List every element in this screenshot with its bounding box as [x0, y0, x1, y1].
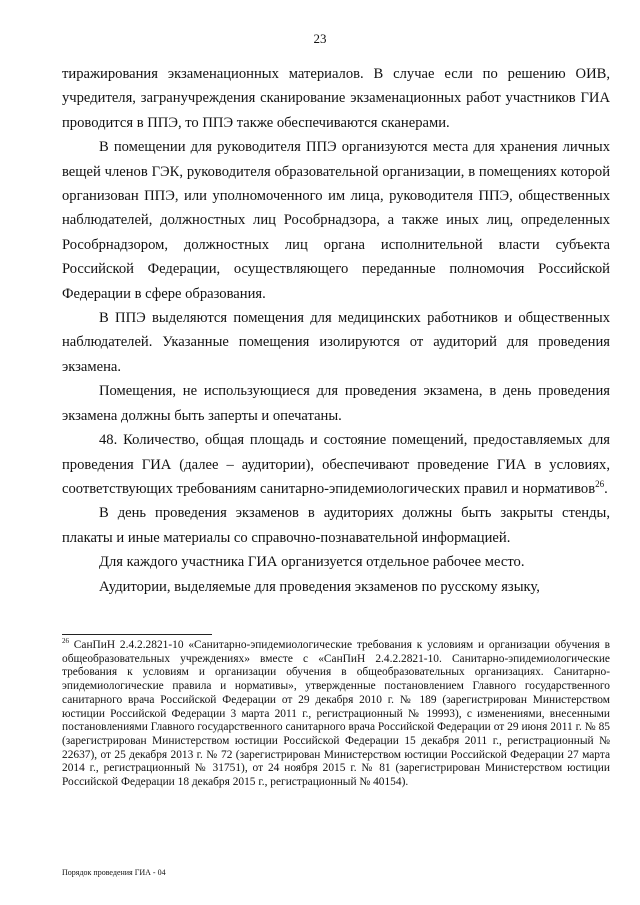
paragraph-48: 48. Количество, общая площадь и состояние помещений, предоставляемых для проведения ГИА (далее – аудитории), обеспечивают проведение ГИА в условиях, соответствующих требованиям санитарно-эпидемиологических правил и нормативов$^{26}$.: [62, 432, 610, 497]
paragraph-head-room: В помещении для руководителя ППЭ организуются места для хранения личных вещей членов ГЭК, руководителя образовательной организации, в помещениях которой организован ППЭ, или уполномоченного им лица, руководителя ППЭ, общественных наблюдателей, должностных лиц Рособрнадзора, а также иных лиц, определенных Рособрнадзором, должностных лиц органа исполнительной власти субъекта Российской Федерации, осуществляющего переданные полномочия Российской Федерации в сфере образования.: [62, 139, 610, 302]
footnote-marker: 26: [62, 637, 69, 646]
footnote-divider: [62, 634, 212, 635]
footnote-text: СанПиН 2.4.2.2821-10 «Санитарно-эпидемиологические требования к условиям и организации обучения в общеобразовательных учреждениях» вместе с «СанПиН 2.4.2.2821-10. Санитарно-эпидемиологические требования к условиям и организации обучения в общеобразовательных организациях. Санитарно-эпидемиологические правила и нормативы», утвержденные постановлением Главного государственного санитарного врача Российской Федерации от 29 декабря 2010 г. № 189 (зарегистрирован Министерством юстиции Российской Федерации 3 марта 2011 г., регистрационный № 19993), с изменениями, внесенными постановлениями Главного государственного санитарного врача Российской Федерации от 29 июня 2011 г. № 85 (зарегистрирован Министерством юстиции Российской Федерации 15 декабря 2011 г., регистрационный № 22637), от 25 декабря 2013 г. № 72 (зарегистрирован Министерством юстиции Российской Федерации 27 марта 2014 г., регистрационный № 31751), от 24 ноября 2015 г. № 81 (зарегистрирован Министерством юстиции Российской Федерации 18 декабря 2015 г., регистрационный № 40154).: [62, 639, 610, 789]
paragraph-stands: В день проведения экзаменов в аудиториях должны быть закрыты стенды, плакаты и иные материалы со справочно-познавательной информацией.: [62, 505, 610, 546]
footnote-reference: 26: [595, 479, 605, 490]
paragraph-unused-rooms: Помещения, не использующиеся для проведения экзамена, в день проведения экзамена должны быть заперты и опечатаны.: [62, 383, 610, 424]
paragraph-workplace: Для каждого участника ГИА организуется отдельное рабочее место.: [99, 554, 525, 571]
paragraph-medical-rooms: В ППЭ выделяются помещения для медицинских работников и общественных наблюдателей. Указанные помещения изолируются от аудиторий для проведения экзамена.: [62, 310, 610, 375]
footnote-26: [62, 639, 610, 790]
document-body: [62, 62, 610, 599]
document-footer: Порядок проведения ГИА - 04: [62, 868, 166, 877]
page-number: 23: [313, 31, 327, 46]
paragraph-auditoriums: Аудитории, выделяемые для проведения экзаменов по русскому языку,: [99, 578, 540, 595]
paragraph-continuation: тиражирования экзаменационных материалов. В случае если по решению ОИВ, учредителя, загранучреждения сканирование экзаменационных работ участников ГИА проводится в ППЭ, то ППЭ также обеспечиваются сканерами.: [62, 66, 610, 131]
paragraph-48-text: 48. Количество, общая площадь и состояние помещений, предоставляемых для проведения ГИА (далее – аудитории), обеспечивают проведение ГИА в условиях, соответствующих требованиям санитарно-эпидемиологических правил и нормативов: [62, 432, 610, 497]
